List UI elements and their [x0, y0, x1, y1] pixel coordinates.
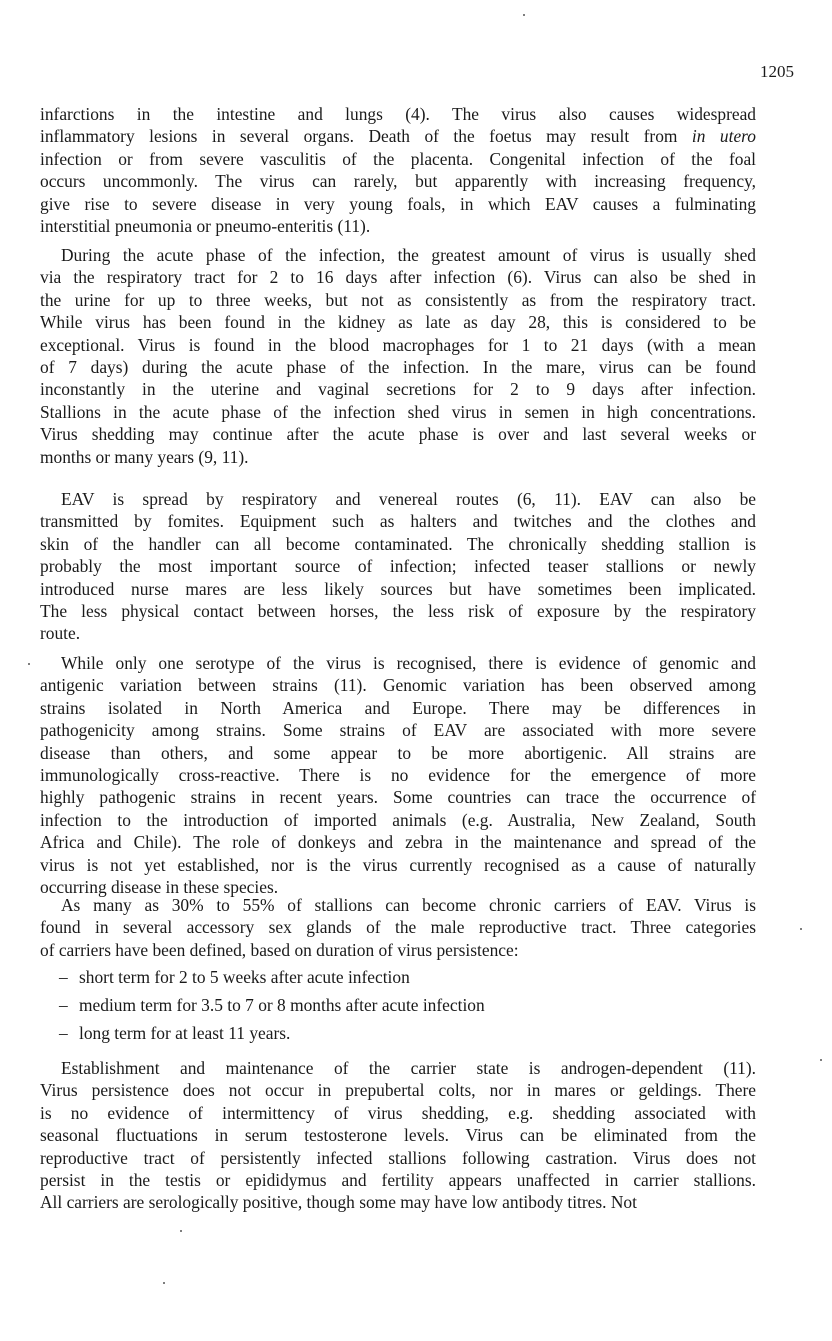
page-number: 1205 — [760, 62, 794, 81]
text-line: route. — [40, 623, 81, 644]
text-line: introduced nurse mares are less likely sources but have sometimes been implicated. — [40, 578, 756, 599]
paragraph-3 — [40, 488, 756, 645]
italic-term: in utero — [691, 126, 756, 147]
paragraph-text — [40, 894, 756, 961]
text-line: infarctions in the intestine and lungs (4). The virus also causes widespread — [40, 104, 756, 124]
text-line: infection or from severe vasculitis of the placenta. Congenital infection of the foal — [40, 148, 756, 169]
scan-speck — [28, 663, 30, 665]
text-line: inflammatory lesions in several organs. Death of the foetus may result from in utero — [40, 126, 756, 147]
text-line: EAV is spread by respiratory and venereal routes (6, 11). EAV can also be — [61, 489, 756, 509]
text-line: months or many years (9, 11). — [40, 446, 249, 467]
dash-bullet: – — [59, 967, 68, 987]
text-line: give rise to severe disease in very young foals, in which EAV causes a fulminating — [40, 193, 756, 214]
text-line: seasonal fluctuations in serum testosterone levels. Virus can be eliminated from the — [40, 1125, 756, 1146]
scan-speck — [523, 14, 525, 16]
text-line: of 7 days) during the acute phase of the infection. In the mare, virus can be found — [40, 357, 756, 378]
paragraph-text — [40, 244, 756, 468]
text-line: of carriers have been defined, based on duration of virus persistence: — [40, 939, 519, 960]
text-line: skin of the handler can all become contaminated. The chronically shedding stallion is — [40, 533, 756, 554]
text-line: antigenic variation between strains (11). Genomic variation has been observed among — [40, 675, 756, 696]
text-line: Virus persistence does not occur in prepubertal colts, nor in mares or geldings. There — [40, 1080, 756, 1101]
text-line: While only one serotype of the virus is recognised, there is evidence of genomic and — [61, 653, 756, 673]
text-line: disease than others, and some appear to be more abortigenic. All strains are — [40, 742, 756, 763]
dash-bullet: – — [59, 995, 68, 1015]
text-line: During the acute phase of the infection, the greatest amount of virus is usually shed — [61, 245, 756, 265]
text-line: Establishment and maintenance of the carrier state is androgen-dependent (11). — [61, 1058, 756, 1078]
scan-speck — [163, 1282, 165, 1284]
text-line: occurs uncommonly. The virus can rarely, but apparently with increasing frequency, — [40, 171, 756, 192]
list-item-text: long term for at least 11 years. — [79, 1023, 291, 1043]
list-item-text: short term for 2 to 5 weeks after acute infection — [79, 967, 410, 987]
paragraph-4 — [40, 652, 756, 898]
paragraph-6 — [40, 1057, 756, 1214]
text-line: persist in the testis or epididymus and fertility appears unaffected in carrier stallions. — [40, 1170, 756, 1191]
text-line: strains isolated in North America and Europe. There may be differences in — [40, 697, 756, 718]
scan-speck — [800, 928, 802, 930]
text-line: Virus shedding may continue after the acute phase is over and last several weeks or — [40, 424, 756, 445]
paragraph-1 — [40, 103, 756, 237]
text-line: reproductive tract of persistently infected stallions following castration. Virus does not — [40, 1147, 756, 1168]
text-line: Africa and Chile). The role of donkeys and zebra in the maintenance and spread of the — [40, 832, 756, 853]
paragraph-5 — [40, 894, 756, 961]
paragraph-text — [40, 488, 756, 645]
list-item-text: medium term for 3.5 to 7 or 8 months after acute infection — [79, 995, 485, 1015]
paragraph-2 — [40, 244, 756, 468]
list-item — [59, 1022, 290, 1044]
text-line: probably the most important source of infection; infected teaser stallions or newly — [40, 556, 756, 577]
text-line: All carriers are serologically positive, though some may have low antibody titres. Not — [40, 1192, 637, 1213]
paragraph-text — [40, 1057, 756, 1214]
text-line: virus is not yet established, nor is the virus currently recognised as a cause of naturally — [40, 854, 756, 875]
text-line: Stallions in the acute phase of the infection shed virus in semen in high concentrations. — [40, 401, 756, 422]
text-line: highly pathogenic strains in recent years. Some countries can trace the occurrence of — [40, 787, 756, 808]
text-line: pathogenicity among strains. Some strains of EAV are associated with more severe — [40, 720, 756, 741]
text-line: infection to the introduction of imported animals (e.g. Australia, New Zealand, South — [40, 809, 756, 830]
dash-bullet: – — [59, 1023, 68, 1043]
list-item — [59, 994, 485, 1016]
paragraph-text — [40, 103, 756, 237]
text-line: via the respiratory tract for 2 to 16 days after infection (6). Virus can also be shed in — [40, 267, 756, 288]
text-line: inconstantly in the uterine and vaginal secretions for 2 to 9 days after infection. — [40, 379, 756, 400]
text-line: found in several accessory sex glands of the male reproductive tract. Three categories — [40, 917, 756, 938]
text-line: The less physical contact between horses, the less risk of exposure by the respiratory — [40, 601, 756, 622]
list-item — [59, 966, 410, 988]
text-line: interstitial pneumonia or pneumo-enteritis (11). — [40, 216, 371, 237]
text-line: the urine for up to three weeks, but not as consistently as from the respiratory tract. — [40, 289, 756, 310]
text-line: immunologically cross-reactive. There is no evidence for the emergence of more — [40, 765, 756, 786]
text-line: While virus has been found in the kidney as late as day 28, this is considered to be — [40, 312, 756, 333]
text-line: is no evidence of intermittency of virus shedding, e.g. shedding associated with — [40, 1102, 756, 1123]
scan-speck — [820, 1059, 822, 1061]
scan-speck — [180, 1230, 182, 1232]
text-line: As many as 30% to 55% of stallions can become chronic carriers of EAV. Virus is — [61, 895, 756, 915]
paragraph-text — [40, 652, 756, 898]
text-line: transmitted by fomites. Equipment such as halters and twitches and the clothes and — [40, 511, 756, 532]
text-line: exceptional. Virus is found in the blood macrophages for 1 to 21 days (with a mean — [40, 334, 756, 355]
text-line: occurring disease in these species. — [40, 877, 279, 898]
